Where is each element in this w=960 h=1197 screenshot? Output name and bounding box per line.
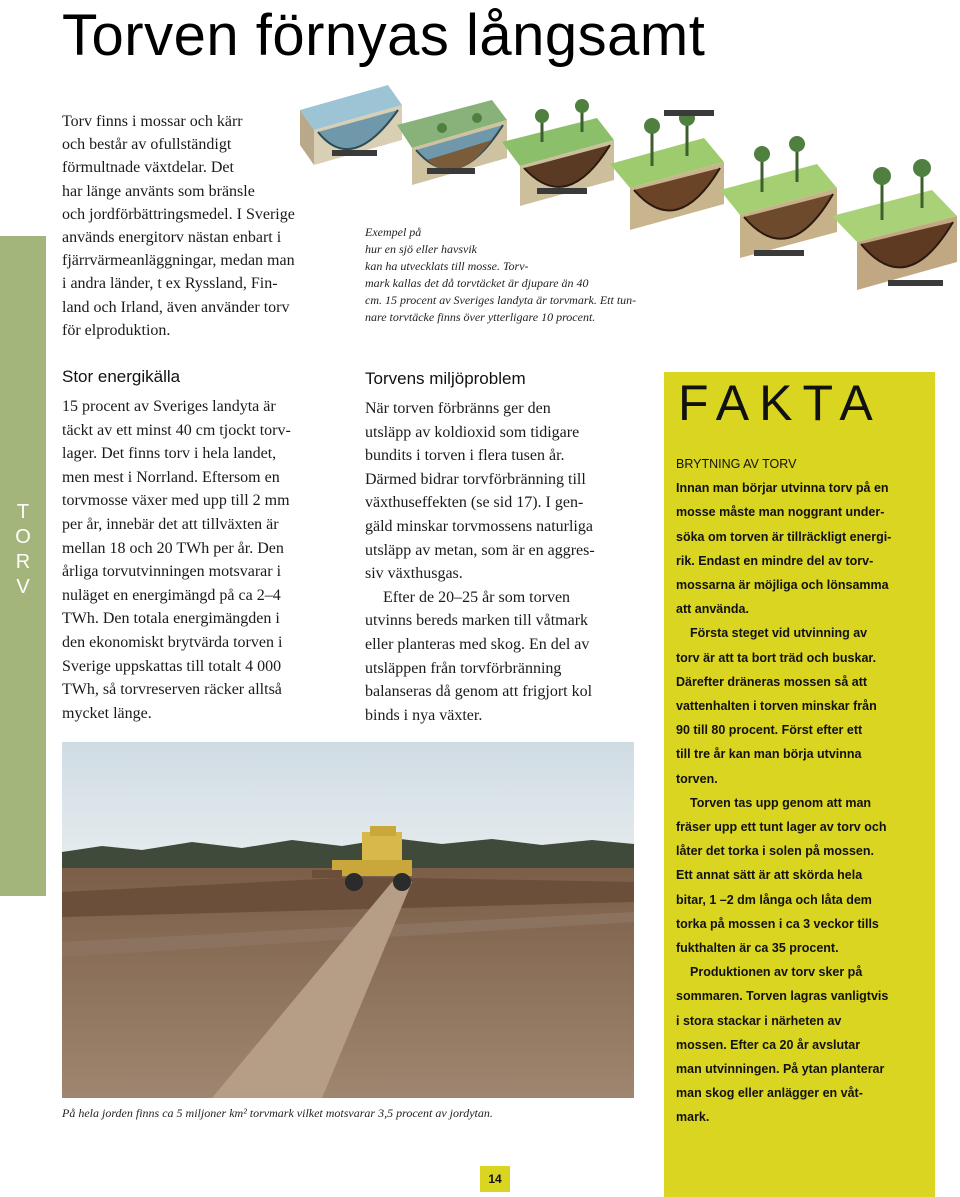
body-line: utsläpp av koldioxid som tidigare xyxy=(365,423,580,441)
body-line: När torven förbränns ger den xyxy=(365,400,551,417)
body-line: utvinns bereds marken till våtmark xyxy=(365,612,589,630)
fakta-line: man skog eller anlägger en våt- xyxy=(676,1086,863,1101)
fakta-line: torka på mossen i ca 3 veckor tills xyxy=(676,916,879,931)
body-line: siv växthusgas. xyxy=(365,565,463,583)
fakta-title: FAKTA xyxy=(678,375,883,431)
diagram-stage-1 xyxy=(300,85,402,165)
diagram-stage-2 xyxy=(397,100,507,185)
intro-line: Torv finns i mossar och kärr xyxy=(62,113,243,130)
body-line: bundits i torven i flera tusen år. xyxy=(365,447,565,465)
caption-line: hur en sjö eller havsvik xyxy=(365,242,477,256)
diagram-stage-5 xyxy=(720,136,837,258)
caption-line: Exempel på xyxy=(365,225,422,239)
peat-harvest-photo xyxy=(62,742,634,1098)
body-line: nuläget en energimängd på ca 2–4 xyxy=(62,586,281,604)
fakta-heading: BRYTNING AV TORV xyxy=(676,457,797,471)
fakta-line: Därefter dräneras mossen så att xyxy=(676,674,868,689)
caption-line: mark kallas det då torvtäcket är djupare än 40 xyxy=(365,276,589,290)
body-line: växthuseffekten (se sid 17). I gen- xyxy=(365,494,584,512)
section-environment xyxy=(365,369,635,727)
body-line: den ekonomiskt brytvärda torven i xyxy=(62,633,283,651)
caption-line: nare torvtäcke finns över ytterligare 10 procent. xyxy=(365,310,596,324)
intro-line: för elproduktion. xyxy=(62,321,171,339)
body-line: balanseras då genom att frigjort kol xyxy=(365,683,593,701)
fakta-line: fräser upp ett tunt lager av torv och xyxy=(676,820,887,835)
diagram-stage-4 xyxy=(610,110,724,230)
body-line: gäld minskar torvmossens naturliga xyxy=(365,517,593,535)
fakta-line: fukthalten är ca 35 procent. xyxy=(676,941,839,956)
diagram-stage-3 xyxy=(502,99,614,206)
body-line: lager. Det finns torv i hela landet, xyxy=(62,445,277,463)
fakta-body xyxy=(676,452,931,1130)
side-label xyxy=(0,500,46,600)
fakta-line: i stora stackar i närheten av xyxy=(676,1013,842,1028)
intro-line: och jordförbättringsmedel. I Sverige xyxy=(62,205,295,223)
fakta-line: mossen. Efter ca 20 år avslutar xyxy=(676,1037,861,1052)
body-line: utsläppen från torvförbränning xyxy=(365,659,562,677)
body-line: täckt av ett minst 40 cm tjockt torv- xyxy=(62,421,291,439)
section-heading: Torvens miljöproblem xyxy=(365,369,526,388)
body-line: eller planteras med skog. En del av xyxy=(365,635,590,653)
fakta-line: 90 till 80 procent. Först efter ett xyxy=(676,723,863,738)
fakta-line: bitar, 1 –2 dm långa och låta dem xyxy=(676,892,872,907)
intro-line: i andra länder, t ex Ryssland, Fin- xyxy=(62,275,278,293)
photo-caption: På hela jorden finns ca 5 miljoner km² torvmark vilket motsvarar 3,5 procent av jordytan. xyxy=(62,1106,493,1120)
body-line: utsläpp av metan, som är en aggres- xyxy=(365,541,595,559)
body-line: TWh. Den totala energimängden i xyxy=(62,610,280,628)
body-line: torvmosse växer med upp till 2 mm xyxy=(62,492,290,510)
fakta-line: låter det torka i solen på mossen. xyxy=(676,844,874,859)
fakta-line: torven. xyxy=(676,771,718,786)
intro-line: fjärrvärmeanläggningar, medan man xyxy=(62,252,295,270)
side-letter: O xyxy=(15,526,31,548)
section-energy-source xyxy=(62,367,337,725)
side-letter: T xyxy=(16,501,30,523)
diagram-stage-6 xyxy=(832,159,957,290)
intro-line: och består av ofullständigt xyxy=(62,136,232,154)
page-title: Torven förnyas långsamt xyxy=(62,3,706,68)
body-line: mycket länge. xyxy=(62,704,152,722)
fakta-line: Ett annat sätt är att skörda hela xyxy=(676,868,863,883)
fakta-line: rik. Endast en mindre del av torv- xyxy=(676,553,874,568)
body-line: binds i nya växter. xyxy=(365,706,483,724)
fakta-line: vattenhalten i torven minskar från xyxy=(676,699,877,714)
fakta-line: till tre år kan man börja utvinna xyxy=(676,747,862,762)
caption-line: cm. 15 procent av Sveriges landyta är torvmark. Ett tun- xyxy=(365,293,637,307)
intro-line: används energitorv nästan enbart i xyxy=(62,229,282,247)
body-line: per år, innebär det att tillväxten är xyxy=(62,515,279,533)
fakta-line: Första steget vid utvinning av xyxy=(690,626,868,641)
fakta-line: sommaren. Torven lagras vanligtvis xyxy=(676,989,889,1004)
section-heading: Stor energikälla xyxy=(62,367,181,386)
fakta-line: mosse måste man noggrant under- xyxy=(676,505,885,520)
diagram-caption xyxy=(365,224,655,326)
fakta-line: torv är att ta bort träd och buskar. xyxy=(676,650,877,665)
side-letter: R xyxy=(15,551,31,573)
fakta-line: mark. xyxy=(676,1110,710,1125)
fakta-line: mossarna är möjliga och lönsamma xyxy=(676,578,889,593)
body-line: 15 procent av Sveriges landyta är xyxy=(62,398,276,415)
fakta-line: man utvinningen. På ytan planterar xyxy=(676,1062,885,1077)
body-line: Sverige uppskattas till totalt 4 000 xyxy=(62,657,282,675)
intro-line: har länge använts som bränsle xyxy=(62,182,255,200)
fakta-line: Produktionen av torv sker på xyxy=(690,965,863,980)
body-line: men mest i Norrland. Eftersom en xyxy=(62,468,280,486)
body-line: årliga torvutvinningen motsvarar i xyxy=(62,563,282,581)
body-line: mellan 18 och 20 TWh per år. Den xyxy=(62,539,284,557)
intro-line: förmultnade växtdelar. Det xyxy=(62,159,234,177)
fakta-line: Innan man börjar utvinna torv på en xyxy=(676,481,889,496)
fakta-line: Torven tas upp genom att man xyxy=(690,795,872,810)
fakta-box xyxy=(664,372,935,1197)
body-line: TWh, så torvreserven räcker alltså xyxy=(62,681,282,699)
intro-line: land och Irland, även använder torv xyxy=(62,298,290,316)
page-number: 14 xyxy=(480,1166,510,1192)
side-letter: V xyxy=(16,576,30,598)
body-line: Efter de 20–25 år som torven xyxy=(383,588,571,606)
fakta-line: söka om torven är tillräckligt energi- xyxy=(676,529,892,544)
body-line: Därmed bidrar torvförbränning till xyxy=(365,470,586,488)
fakta-line: att använda. xyxy=(676,602,749,617)
caption-line: kan ha utvecklats till mosse. Torv- xyxy=(365,259,529,273)
